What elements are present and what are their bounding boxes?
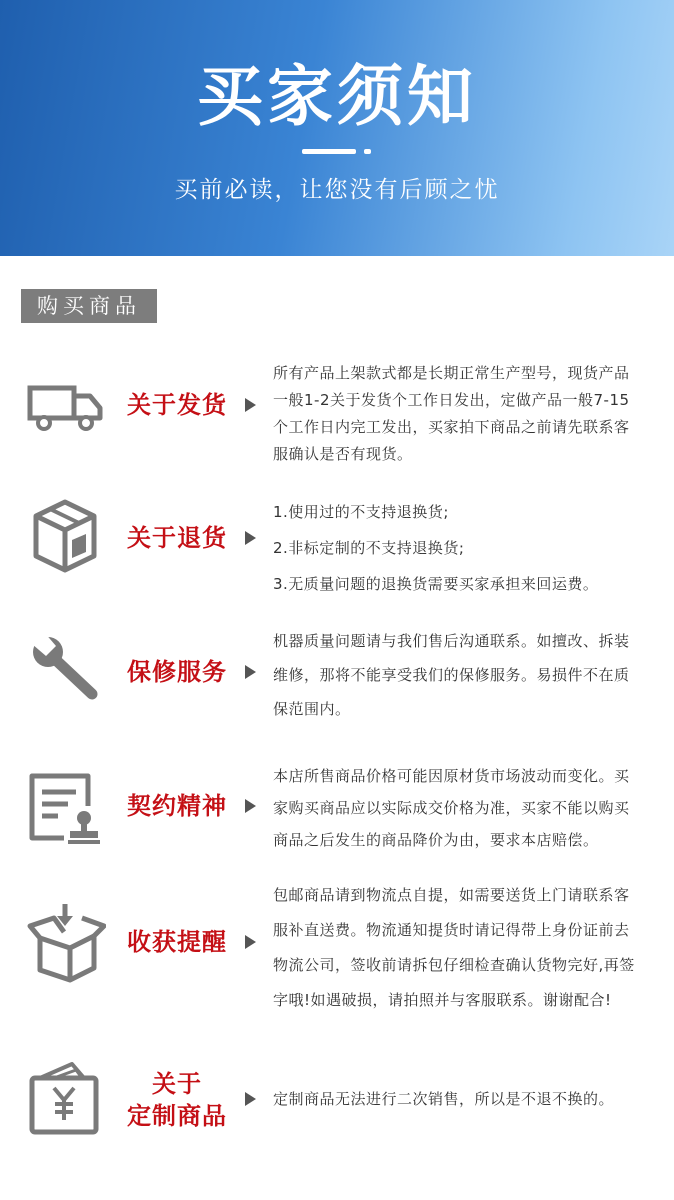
notice-text: 包邮商品请到物流点自提，如需要送货上门请联系客 服补直送费。物流通知提货时请记得带上身份证前去 物流公司，签收前请拆包仔细检查确认货物完好,再签 字哦!如遇破损，请拍照并与客服联系。谢谢配合! xyxy=(273,886,635,1009)
notice-text: 定制商品无法进行二次销售，所以是不退不换的。 xyxy=(273,1090,615,1108)
arrow-right-icon xyxy=(245,531,256,545)
notice-label: 关于退货 xyxy=(127,524,227,552)
notice-text: 机器质量问题请与我们售后沟通联系。如擅改、拆装 维修，那将不能享受我们的保修服务。易损件不在质 保范围内。 xyxy=(273,632,630,718)
notice-receiving xyxy=(0,880,674,1010)
package-box-icon xyxy=(24,494,106,576)
notice-text: 所有产品上架款式都是长期正常生产型号，现货产品 一般1-2关于发货个工作日发出，定做产品一般7-15 个工作日内完工发出，买家拍下商品之前请先联系客 服确认是否有现货。 xyxy=(273,364,630,463)
notice-label: 契约精神 xyxy=(127,792,227,820)
title-divider-dot xyxy=(364,149,371,154)
notice-label-line1: 关于 xyxy=(152,1070,202,1098)
header-banner xyxy=(0,0,674,256)
delivery-truck-icon xyxy=(24,366,106,448)
title-divider xyxy=(302,149,356,154)
arrow-right-icon xyxy=(245,665,256,679)
wrench-icon xyxy=(24,628,106,710)
notice-label-line2: 定制商品 xyxy=(127,1102,227,1130)
notice-text: 本店所售商品价格可能因原材货市场波动而变化。买 家购买商品应以实际成交价格为准，买家不能以购买 商品之后发生的商品降价为由，要求本店赔偿。 xyxy=(273,767,630,849)
arrow-right-icon xyxy=(245,799,256,813)
notice-label: 收获提醒 xyxy=(127,928,227,956)
arrow-right-icon xyxy=(245,398,256,412)
notice-text: 1.使用过的不支持退换货; 2.非标定制的不支持退换货; 3.无质量问题的退换货需要买家承担来回运费。 xyxy=(273,503,599,593)
notice-returns xyxy=(0,494,674,594)
section-title: 购买商品 xyxy=(21,289,157,323)
notice-custom xyxy=(0,1060,674,1160)
open-box-icon xyxy=(24,902,106,984)
arrow-right-icon xyxy=(245,935,256,949)
notice-warranty xyxy=(0,628,674,720)
page-subtitle: 买前必读，让您没有后顾之忧 xyxy=(174,177,500,203)
notice-label: 关于发货 xyxy=(127,391,227,419)
notice-shipping xyxy=(0,360,674,470)
notice-label: 保修服务 xyxy=(127,658,227,686)
arrow-right-icon xyxy=(245,1092,256,1106)
page-title: 买家须知 xyxy=(197,58,477,135)
notice-contract xyxy=(0,760,674,860)
contract-stamp-icon xyxy=(24,768,106,850)
wallet-yen-icon xyxy=(24,1060,106,1142)
